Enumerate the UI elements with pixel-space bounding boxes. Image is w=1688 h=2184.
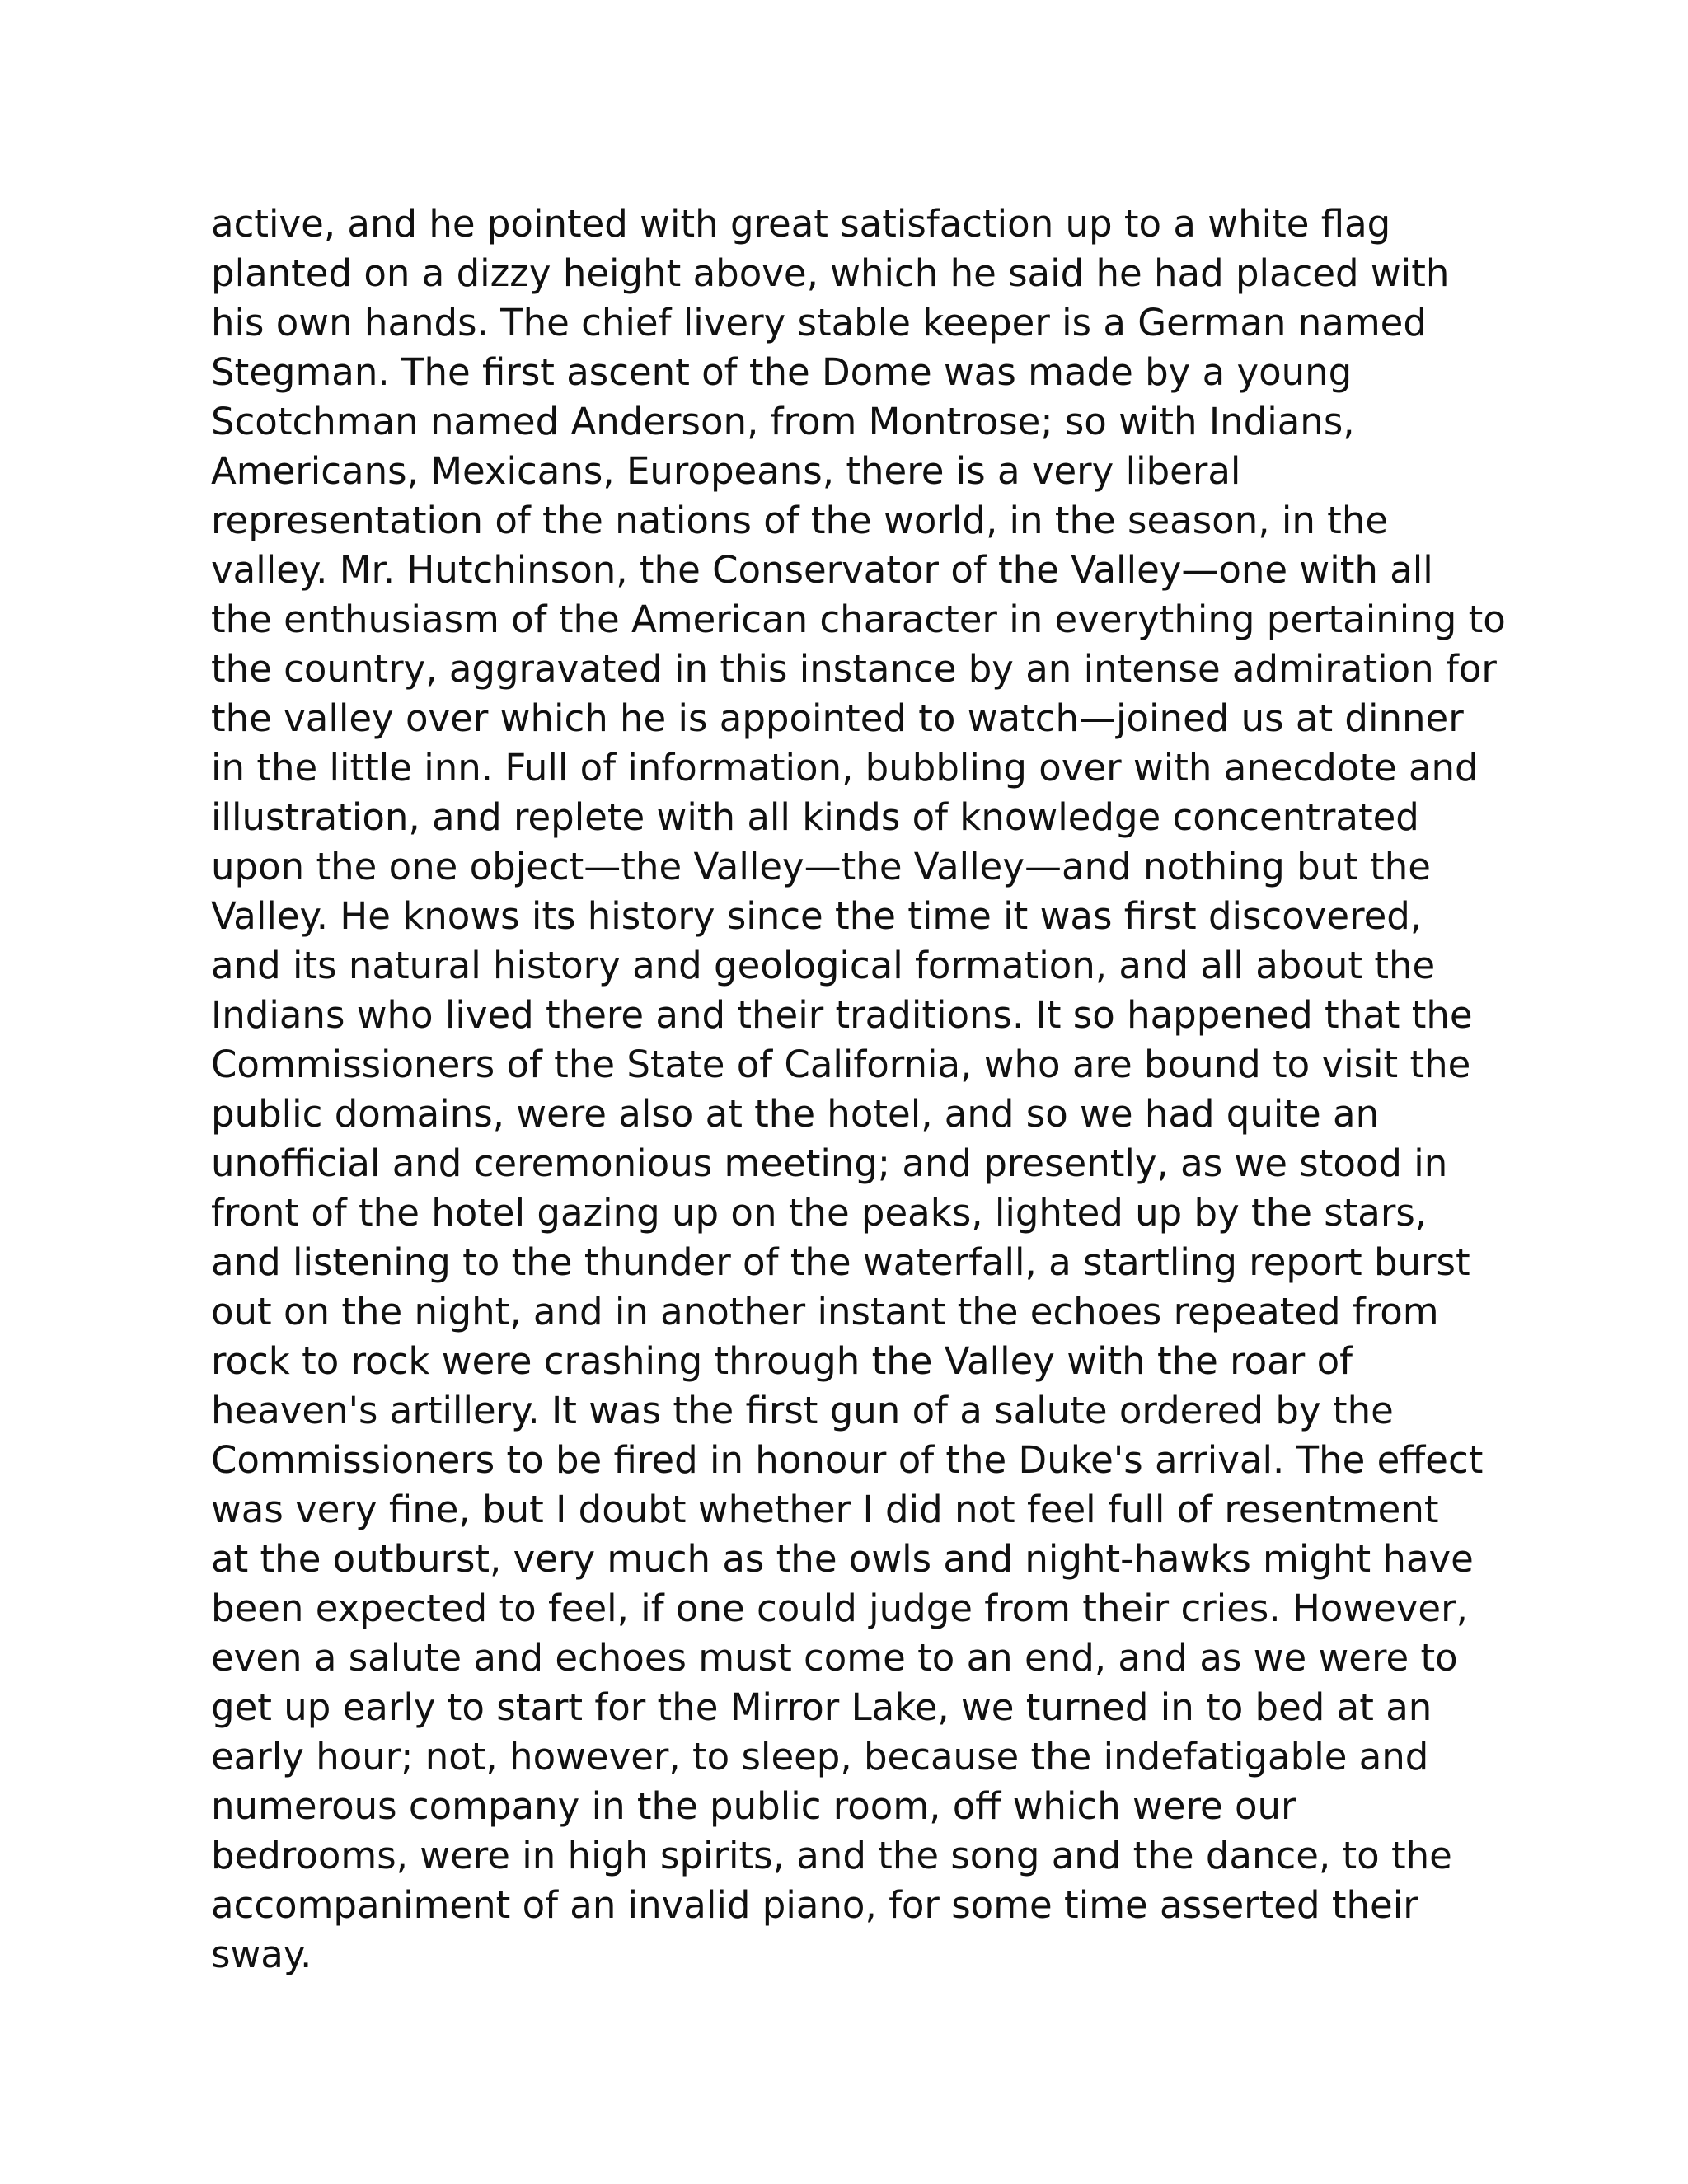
text-line: Scotchman named Anderson, from Montrose; so with Indians, <box>211 400 1355 443</box>
text-line: front of the hotel gazing up on the peaks, lighted up by the stars, <box>211 1191 1428 1235</box>
text-line: and listening to the thunder of the waterfall, a startling report burst <box>211 1240 1470 1284</box>
text-line: Indians who lived there and their traditions. It so happened that the <box>211 993 1473 1037</box>
text-line: Americans, Mexicans, Europeans, there is a very liberal <box>211 449 1241 493</box>
body-paragraph <box>211 199 1530 1980</box>
text-line: been expected to feel, if one could judge from their cries. However, <box>211 1586 1468 1630</box>
text-line: accompaniment of an invalid piano, for some time asserted their <box>211 1883 1418 1927</box>
text-line: numerous company in the public room, off which were our <box>211 1784 1296 1828</box>
text-line: Stegman. The first ascent of the Dome was made by a young <box>211 350 1353 394</box>
text-line: Commissioners of the State of California, who are bound to visit the <box>211 1043 1471 1086</box>
text-line: was very fine, but I doubt whether I did not feel full of resentment <box>211 1488 1439 1531</box>
text-line: public domains, were also at the hotel, and so we had quite an <box>211 1092 1380 1136</box>
text-line: early hour; not, however, to sleep, because the indefatigable and <box>211 1735 1429 1779</box>
text-line: planted on a dizzy height above, which he said he had placed with <box>211 251 1450 295</box>
text-line: bedrooms, were in high spirits, and the song and the dance, to the <box>211 1834 1452 1877</box>
text-line: illustration, and replete with all kinds of knowledge concentrated <box>211 795 1419 839</box>
text-line: the enthusiasm of the American character in everything pertaining to <box>211 598 1506 641</box>
text-line: in the little inn. Full of information, bubbling over with anecdote and <box>211 746 1479 790</box>
text-line: at the outburst, very much as the owls and night-hawks might have <box>211 1537 1474 1581</box>
text-line: heaven's artillery. It was the first gun of a salute ordered by the <box>211 1389 1394 1432</box>
text-line: Valley. He knows its history since the time it was first discovered, <box>211 894 1423 938</box>
text-line: his own hands. The chief livery stable keeper is a German named <box>211 301 1427 344</box>
text-line: the country, aggravated in this instance by an intense admiration for <box>211 647 1497 691</box>
text-line: the valley over which he is appointed to watch—joined us at dinner <box>211 696 1464 740</box>
text-line: sway. <box>211 1933 312 1976</box>
text-line: active, and he pointed with great satisfaction up to a white flag <box>211 202 1391 246</box>
text-line: upon the one object—the Valley—the Valley—and nothing but the <box>211 845 1431 888</box>
text-line: get up early to start for the Mirror Lake, we turned in to bed at an <box>211 1685 1432 1729</box>
text-line: out on the night, and in another instant the echoes repeated from <box>211 1290 1439 1333</box>
text-line: and its natural history and geological formation, and all about the <box>211 944 1436 987</box>
text-line: even a salute and echoes must come to an end, and as we were to <box>211 1636 1458 1680</box>
text-line: rock to rock were crashing through the Valley with the roar of <box>211 1339 1353 1383</box>
text-line: unofficial and ceremonious meeting; and presently, as we stood in <box>211 1141 1448 1185</box>
text-line: valley. Mr. Hutchinson, the Conservator of the Valley—one with all <box>211 548 1433 592</box>
text-line: representation of the nations of the world, in the season, in the <box>211 499 1389 542</box>
text-line: Commissioners to be fired in honour of the Duke's arrival. The effect <box>211 1438 1484 1482</box>
